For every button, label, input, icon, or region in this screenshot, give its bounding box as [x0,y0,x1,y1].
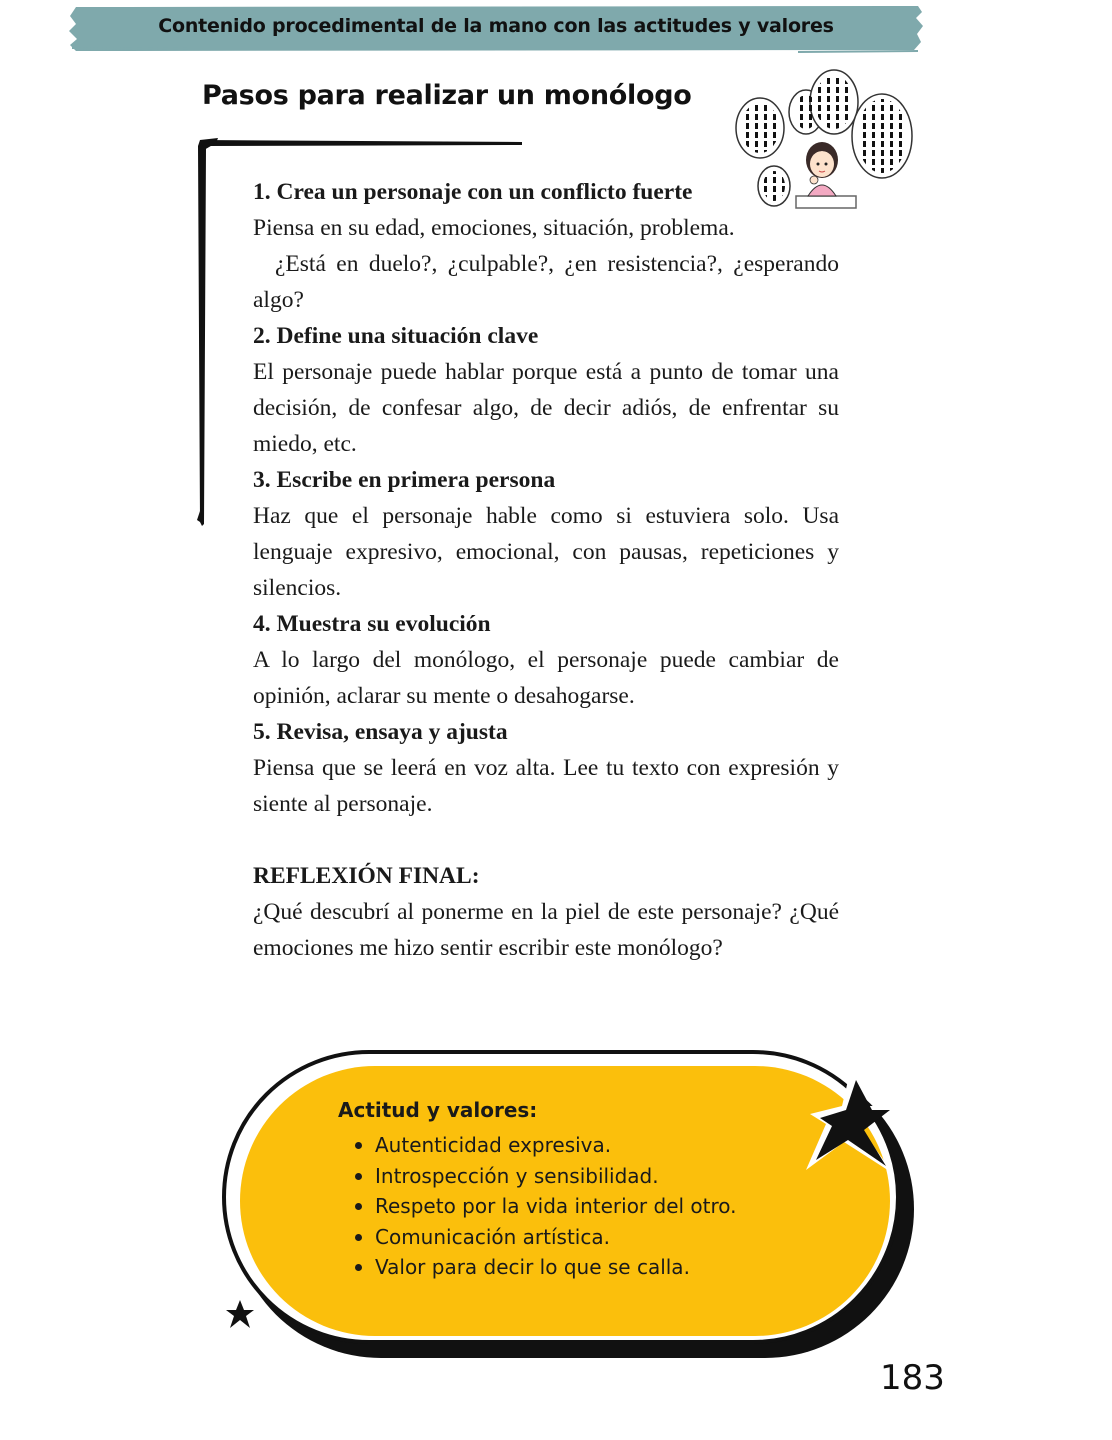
header-banner [68,4,924,54]
values-item: Introspección y sensibilidad. [355,1161,737,1192]
step-2-heading: 2. Define una situación clave [253,323,539,349]
values-item: Comunicación artística. [355,1222,737,1253]
step-4-heading: 4. Muestra su evolución [253,611,491,637]
values-item: Autenticidad expresiva. [355,1130,737,1161]
values-item: Respeto por la vida interior del otro. [355,1191,737,1222]
step-3-text: Haz que el personaje hable como si estuviera solo. Usa lenguaje expresivo, emocional, con pausas, repeticiones y silencios. [253,503,839,601]
banner-title: Contenido procedimental de la mano con las actitudes y valores [158,15,834,37]
step-3-heading: 3. Escribe en primera persona [253,467,556,493]
reflection-text: ¿Qué descubrí al ponerme en la piel de este personaje? ¿Qué emociones me hizo sentir escribir este monólogo? [253,899,839,961]
page-number: 183 [880,1358,945,1398]
step-1-text: Piensa en su edad, emociones, situación, problema. [253,215,735,241]
step-5-text: Piensa que se leerá en voz alta. Lee tu texto con expresión y siente al personaje. [253,755,839,817]
step-5-heading: 5. Revisa, ensaya y ajusta [253,719,508,745]
values-item: Valor para decir lo que se calla. [355,1252,737,1283]
values-title: Actitud y valores: [338,1098,538,1122]
page-title: Pasos para realizar un monólogo [202,80,692,111]
step-1-heading: 1. Crea un personaje con un conflicto fuerte [253,179,693,205]
reflection-heading: REFLEXIÓN FINAL: [253,863,480,889]
step-1-questions: ¿Está en duelo?, ¿culpable?, ¿en resistencia?, ¿esperando algo? [253,251,839,313]
step-4-text: A lo largo del monólogo, el personaje puede cambiar de opinión, aclarar su mente o desahogarse. [253,647,839,709]
values-list [355,1130,737,1283]
step-2-text: El personaje puede hablar porque está a punto de tomar una decisión, de confesar algo, de decir adiós, de enfrentar su miedo, etc. [253,359,839,457]
spacer [253,822,839,858]
steps-content [253,174,839,966]
